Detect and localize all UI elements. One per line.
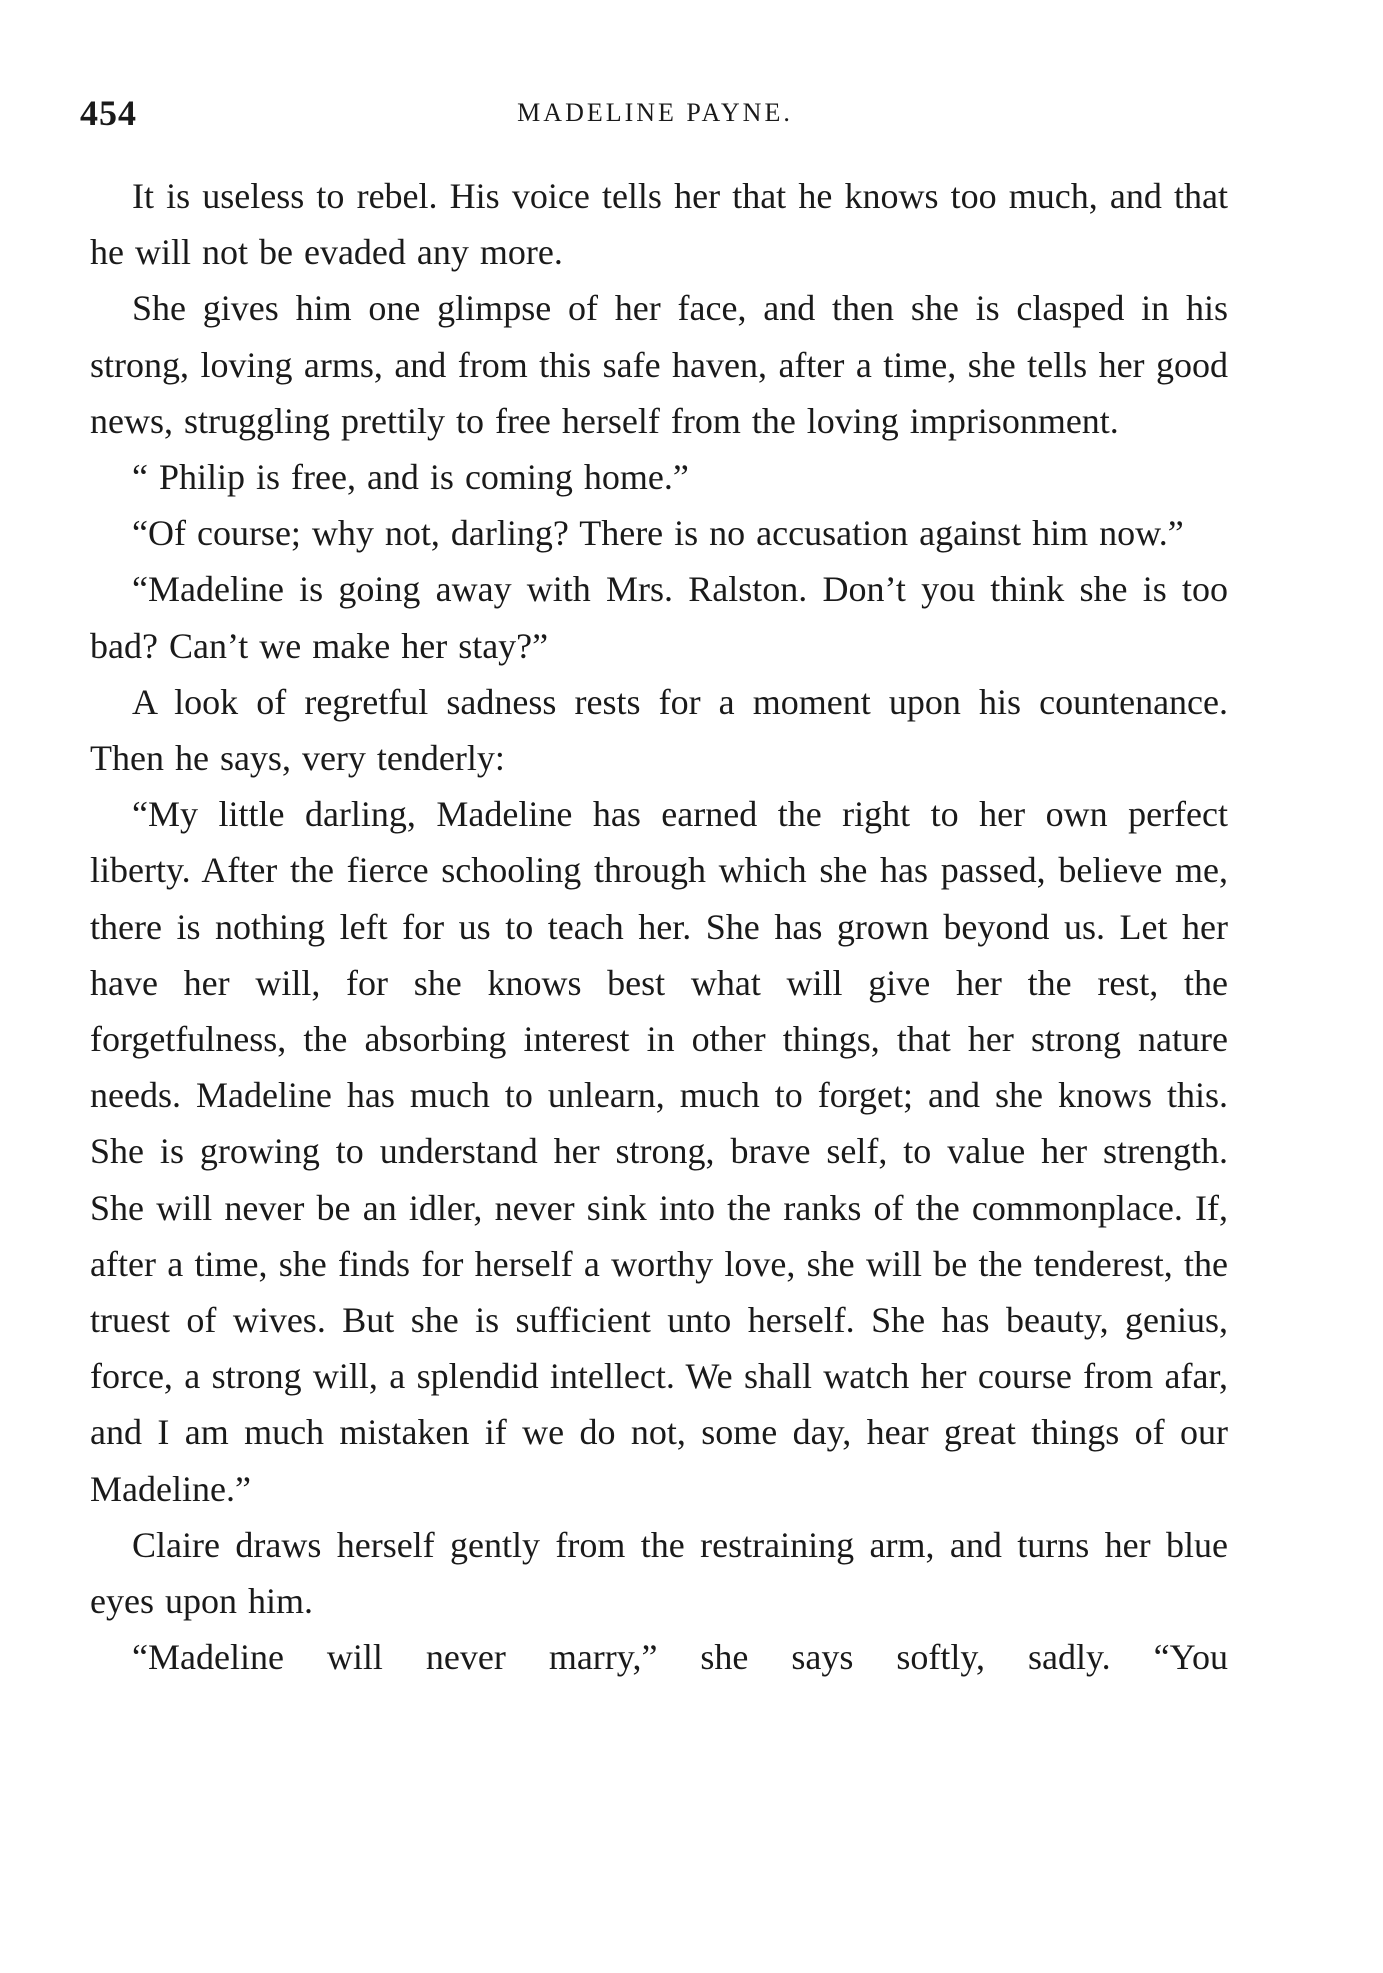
- page-number: 454: [80, 93, 137, 133]
- paragraph: “My little darling, Madeline has earned the right to her own perfect liberty. After the fierce schooling through which she has passed, believe me, there is nothing left for us to teach her. She has grown beyond us. Let her have her will, for she knows best what will give her the rest, the forgetfulness, the absorbing interest in other things, that her strong nature needs. Madeline has much to unlearn, much to forget; and she knows this. She is growing to understand her strong, brave self, to value her strength. She will never be an idler, never sink into the ranks of the commonplace. If, after a time, she finds for herself a worthy love, she will be the tenderest, the truest of wives. But she is sufficient unto herself. She has beauty, genius, force, a strong will, a splendid intellect. We shall watch her course from afar, and I am much mistaken if we do not, some day, hear great things of our Madeline.”: [90, 794, 1228, 1509]
- running-title: MADELINE PAYNE.: [517, 98, 793, 127]
- paragraph: “Madeline will never marry,” she says softly, sadly. “You: [132, 1637, 1228, 1678]
- body-text: [90, 168, 1228, 1685]
- paragraph: A look of regretful sadness rests for a moment upon his countenance. Then he says, very tenderly:: [90, 681, 1228, 779]
- paragraph: Claire draws herself gently from the restraining arm, and turns her blue eyes upon him.: [90, 1524, 1228, 1622]
- paragraph: “Of course; why not, darling? There is no accusation against him now.”: [132, 513, 1184, 554]
- paragraph: “Madeline is going away with Mrs. Ralston. Don’t you think she is too bad? Can’t we make her stay?”: [90, 569, 1228, 666]
- running-head: [80, 92, 1230, 136]
- paragraph: She gives him one glimpse of her face, and then she is clasped in his strong, loving arms, and from this safe haven, after a time, she tells her good news, struggling prettily to free herself from the loving imprisonment.: [90, 288, 1228, 441]
- paragraph: “ Philip is free, and is coming home.”: [132, 457, 689, 498]
- paragraph: It is useless to rebel. His voice tells her that he knows too much, and that he will not be evaded any more.: [90, 176, 1228, 273]
